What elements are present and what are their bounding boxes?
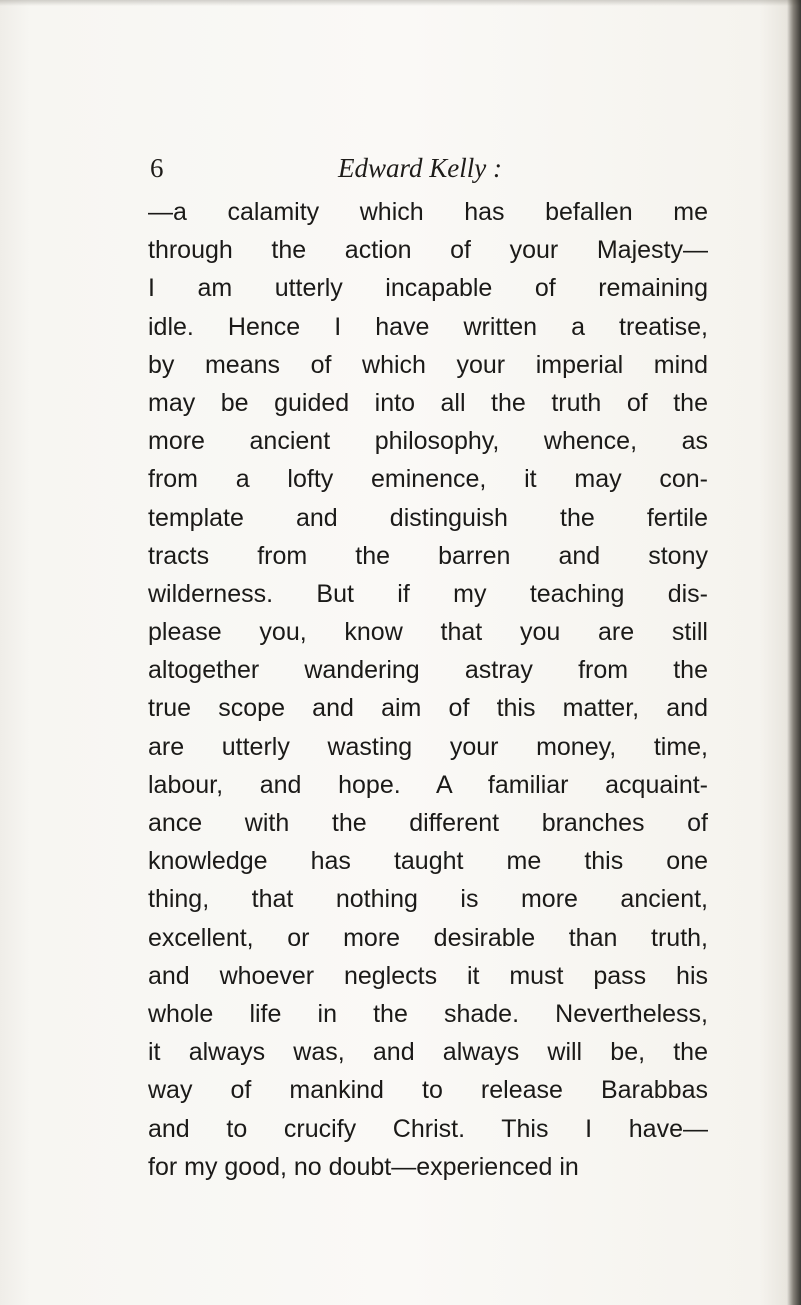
text-line: may be guided into all the truth of the xyxy=(148,388,708,417)
text-line: idle. Hence I have written a treatise, xyxy=(148,312,708,341)
text-line: true scope and aim of this matter, and xyxy=(148,694,708,723)
page-header xyxy=(150,148,710,188)
text-line: more ancient philosophy, whence, as xyxy=(148,427,708,456)
text-line: labour, and hope. A familiar acquaint- xyxy=(148,770,708,799)
text-line: from a lofty eminence, it may con- xyxy=(148,465,708,494)
page-top-shadow xyxy=(0,0,801,6)
text-line: ance with the different branches of xyxy=(148,809,708,837)
text-line: for my good, no doubt—experienced in xyxy=(148,1152,579,1181)
text-line: excellent, or more desirable than truth, xyxy=(148,923,708,952)
page-number: 6 xyxy=(150,153,164,183)
text-line: —a calamity which has befallen me xyxy=(148,198,708,226)
text-line: please you, know that you are still xyxy=(148,618,708,647)
text-line: are utterly wasting your money, time, xyxy=(148,732,708,761)
text-line: template and distinguish the fertile xyxy=(148,503,708,532)
text-line: tracts from the barren and stony xyxy=(148,541,708,570)
text-line: by means of which your imperial mind xyxy=(148,350,708,379)
text-line: it always was, and always will be, the xyxy=(148,1038,708,1067)
text-line: I am utterly incapable of remaining xyxy=(148,274,708,303)
page-edge-shadow xyxy=(787,0,801,1305)
text-line: through the action of your Majesty— xyxy=(148,236,708,265)
text-line: wilderness. But if my teaching dis- xyxy=(148,579,708,608)
text-line: and whoever neglects it must pass his xyxy=(148,961,708,990)
text-line: altogether wandering astray from the xyxy=(148,656,708,685)
running-head: Edward Kelly : xyxy=(338,153,502,183)
text-line: whole life in the shade. Nevertheless, xyxy=(148,999,708,1028)
text-line: thing, that nothing is more ancient, xyxy=(148,885,708,914)
text-line: knowledge has taught me this one xyxy=(148,847,708,876)
body-text xyxy=(148,193,708,1186)
text-line: and to crucify Christ. This I have— xyxy=(148,1114,708,1143)
text-line: way of mankind to release Barabbas xyxy=(148,1076,708,1105)
